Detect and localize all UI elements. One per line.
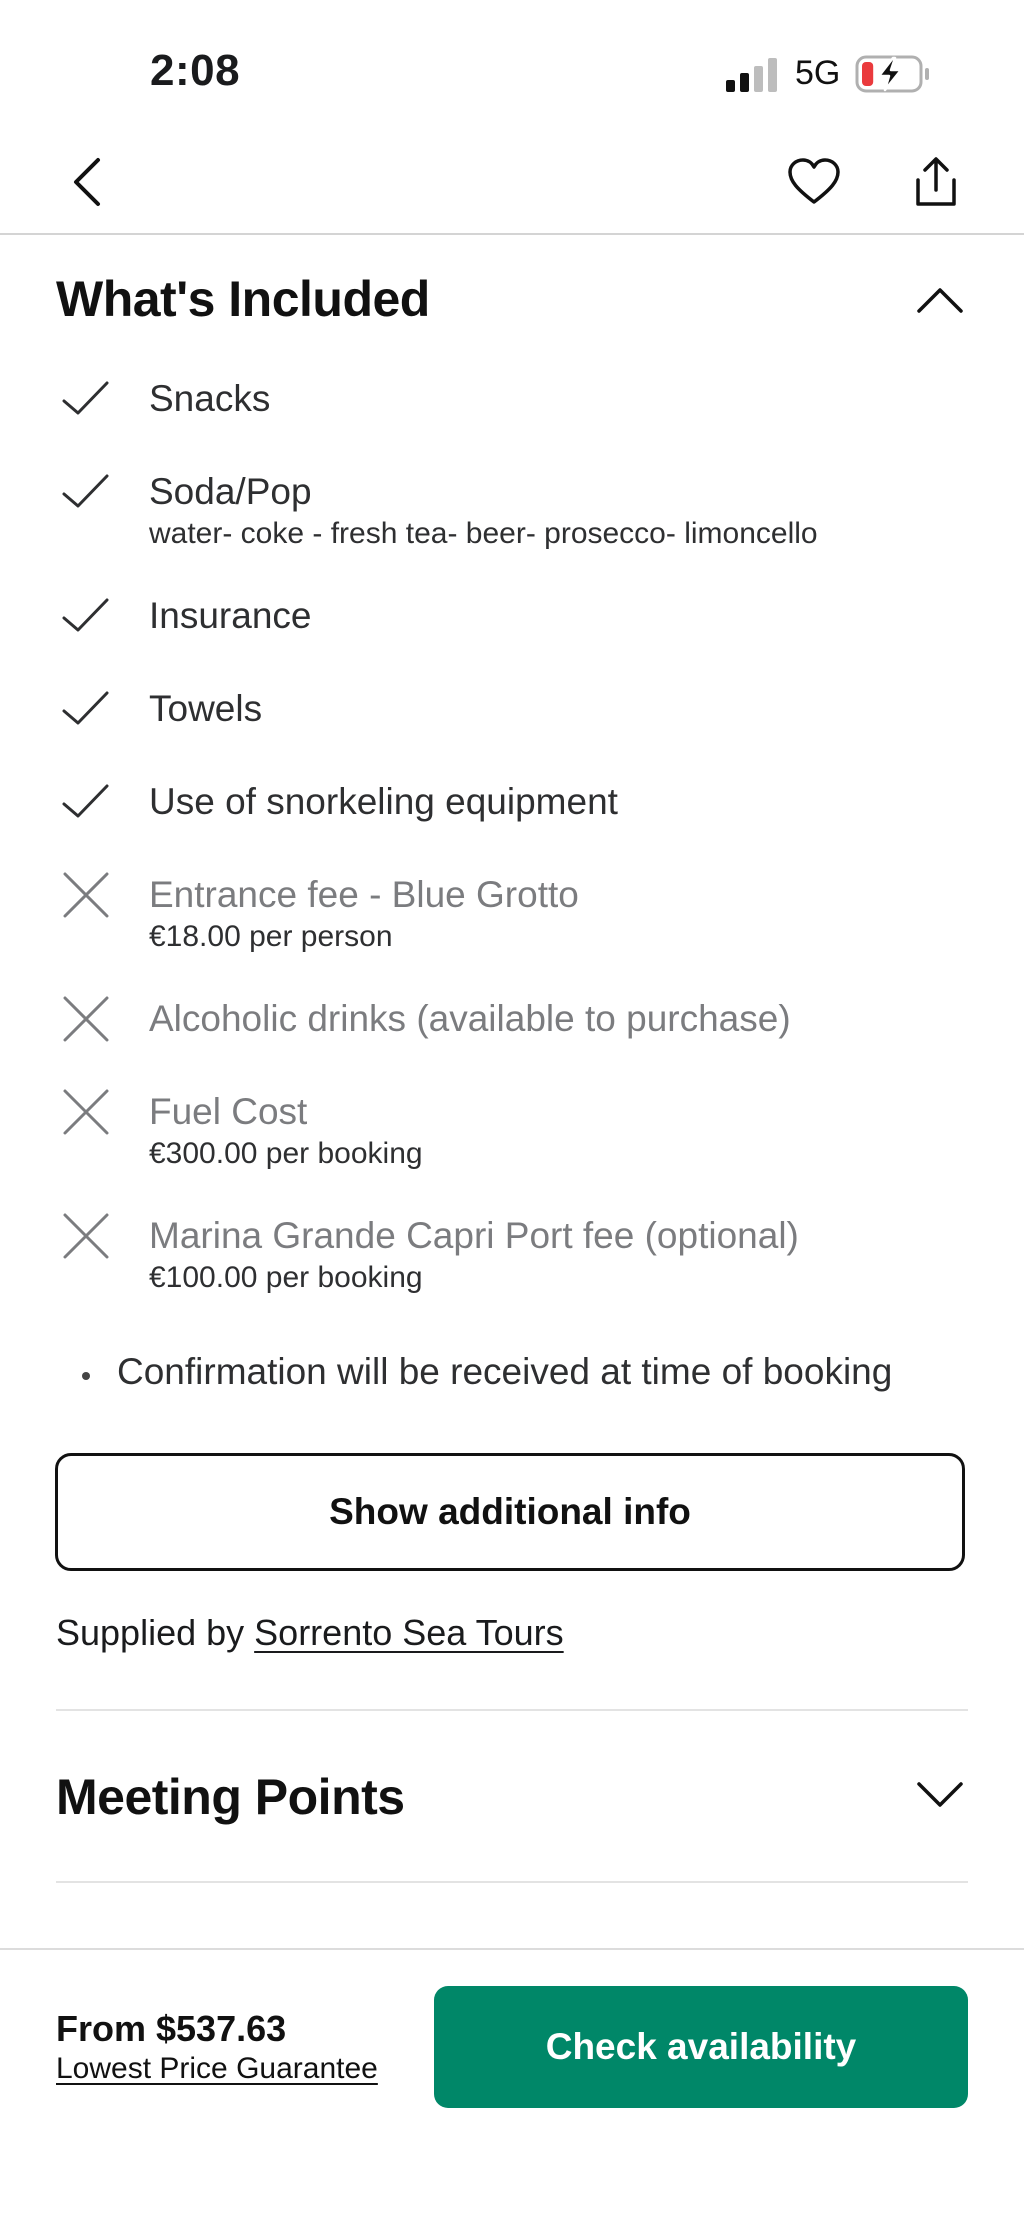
- status-time: 2:08: [150, 46, 241, 95]
- confirmation-note: Confirmation will be received at time of booking: [117, 1351, 893, 1392]
- included-item-title: Towels: [149, 688, 263, 729]
- x-icon: [58, 1084, 114, 1140]
- bullet-dot: [82, 1372, 90, 1380]
- excluded-item-title: Alcoholic drinks (available to purchase): [149, 998, 791, 1039]
- heart-icon: [787, 158, 841, 206]
- section-divider: [56, 1881, 968, 1883]
- excluded-item-title: Fuel Cost: [149, 1091, 308, 1132]
- included-item-title: Insurance: [149, 595, 312, 636]
- price-label: From $537.63: [56, 2008, 287, 2049]
- included-item-title: Soda/Pop: [149, 471, 312, 512]
- back-button[interactable]: [48, 142, 128, 222]
- included-item-title: Use of snorkeling equipment: [149, 781, 618, 822]
- check-icon: [58, 681, 114, 737]
- expand-meeting-points-button[interactable]: [900, 1765, 980, 1825]
- chevron-down-icon: [916, 1780, 964, 1810]
- check-availability-button[interactable]: Check availability: [434, 1986, 968, 2108]
- check-icon: [58, 588, 114, 644]
- x-icon: [58, 1208, 114, 1264]
- supplier-prefix: Supplied by: [56, 1612, 245, 1653]
- show-additional-info-button[interactable]: Show additional info: [55, 1453, 965, 1571]
- collapse-section-button[interactable]: [900, 270, 980, 330]
- included-item-title: Snacks: [149, 378, 271, 419]
- whats-included-title: What's Included: [56, 271, 430, 327]
- check-icon: [58, 774, 114, 830]
- favorite-button[interactable]: [774, 142, 854, 222]
- lowest-price-guarantee-link[interactable]: Lowest Price Guarantee: [56, 2052, 378, 2085]
- footer-divider: [0, 1948, 1024, 1950]
- excluded-item-title: Entrance fee - Blue Grotto: [149, 874, 579, 915]
- chevron-left-icon: [68, 156, 108, 208]
- nav-divider: [0, 233, 1024, 235]
- supplier-line: [56, 1612, 564, 1654]
- check-icon: [58, 464, 114, 520]
- excluded-item-detail: €100.00 per booking: [149, 1261, 423, 1294]
- battery-charging-icon: [855, 54, 931, 94]
- included-item-detail: water- coke - fresh tea- beer- prosecco- limoncello: [149, 517, 818, 550]
- section-divider: [56, 1709, 968, 1711]
- meeting-points-title: Meeting Points: [56, 1769, 405, 1825]
- share-button[interactable]: [896, 142, 976, 222]
- check-icon: [58, 371, 114, 427]
- x-icon: [58, 867, 114, 923]
- excluded-item-detail: €300.00 per booking: [149, 1137, 423, 1170]
- share-icon: [914, 156, 958, 208]
- supplier-link[interactable]: Sorrento Sea Tours: [254, 1612, 564, 1653]
- network-type: 5G: [795, 54, 841, 92]
- excluded-item-title: Marina Grande Capri Port fee (optional): [149, 1215, 799, 1256]
- x-icon: [58, 991, 114, 1047]
- chevron-up-icon: [916, 285, 964, 315]
- excluded-item-detail: €18.00 per person: [149, 920, 393, 953]
- cellular-signal-icon: [726, 58, 778, 92]
